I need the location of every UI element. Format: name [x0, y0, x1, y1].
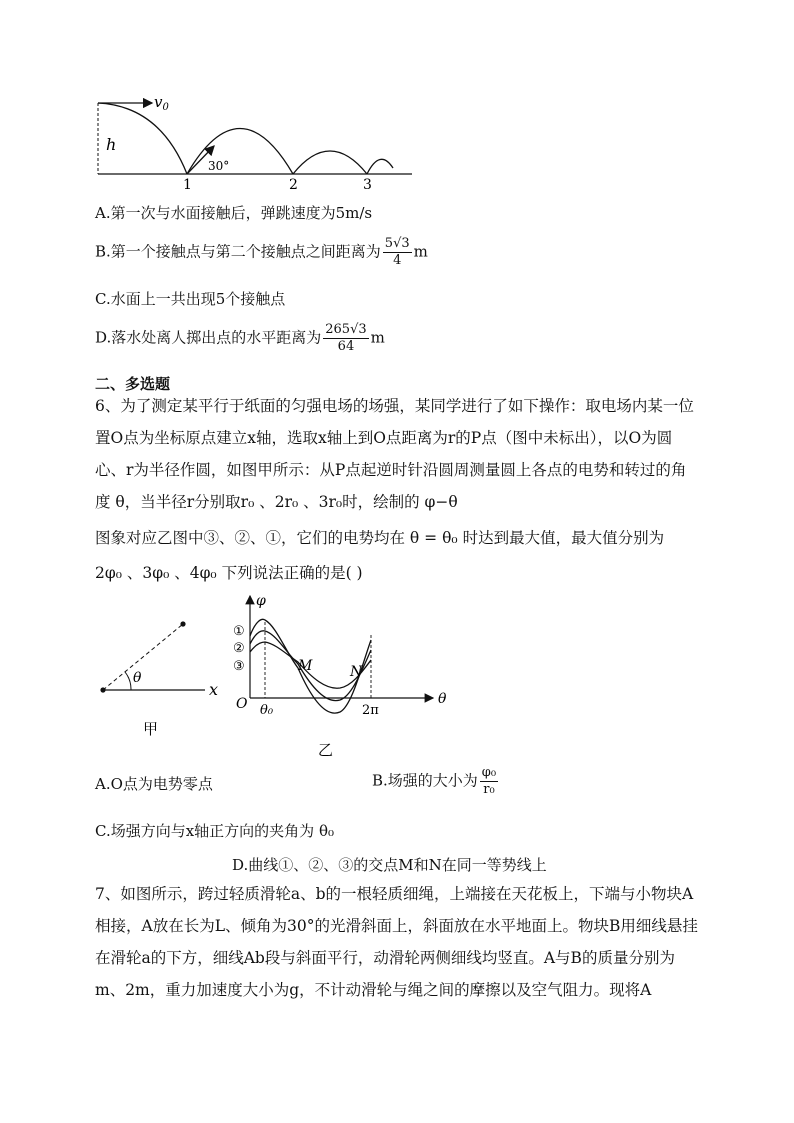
point-2-label: 2: [289, 177, 298, 193]
point-3-label: 3: [363, 177, 372, 193]
figure-yi: [228, 590, 458, 765]
M-label: M: [298, 658, 313, 674]
q7-stem: 7、如图所示，跨过轻质滑轮a、b的一根轻质细绳，上端接在天花板上，下端与小物块A相接，A放在长为L、倾角为30°的光滑斜面上，斜面放在水平地面上。物块B用细线悬挂在滑轮a的下方，细线Ab段与斜面平行，动滑轮两侧细线均竖直。A与B的质量分别为m、2m，重力加速度大小为g，不计动滑轮与绳之间的摩擦以及空气阻力。现将A: [95, 885, 698, 999]
curve-1-label: ①: [233, 624, 245, 639]
caption-yi: 乙: [318, 741, 334, 759]
q5-option-b: B.第一个接触点与第二个接触点之间距离为 $\frac{5√3}{4}$ m: [95, 236, 428, 268]
twopi-label: 2π: [362, 703, 379, 718]
q6-option-a: A.O点为电势零点: [95, 775, 213, 793]
theta0-label: θ₀: [260, 703, 274, 718]
q5-option-d: D.落水处离人掷出点的水平距离为 $\frac{265√3}{64}$ m: [95, 322, 385, 354]
angle-arc: [125, 672, 131, 690]
origin-dot: [100, 687, 105, 692]
bounce-figure: [90, 88, 420, 193]
q6-stem-line3: 2φ₀ 、3φ₀ 、4φ₀ 下列说法正确的是( ): [95, 564, 363, 582]
point-1-label: 1: [183, 177, 192, 193]
q6-stem: 6、为了测定某平行于纸面的匀强电场的场强，某同学进行了如下操作：取电场内某一位置O点为坐标原点建立x轴，选取x轴上到O点距离为r的P点（图中未标出），以O为圆心、r为半径作圆，如图甲所示：从P点起逆时针沿圆周测量圆上各点的电势和转过的角度 θ，当半径r分别取r₀ 、2r₀ 、3r₀时，绘制的 φ−θ: [95, 397, 694, 511]
bounce-arc-3: [367, 159, 393, 174]
bounce-arc-1: [187, 129, 293, 175]
angle-label: 30°: [208, 159, 230, 173]
q6-option-d: D.曲线①、②、③的交点M和N在同一等势线上: [232, 856, 547, 874]
phi-label: φ: [256, 593, 266, 609]
bounce-arc-2: [293, 151, 367, 174]
theta-label: θ: [133, 670, 142, 686]
q6-option-b: B.场强的大小为 $\frac{\text{φ₀}}{\text{r₀}}$: [372, 765, 497, 797]
h-label: h: [106, 135, 117, 154]
q5-d-fraction: $\frac{265√3}{64}$: [325, 322, 367, 354]
q5-option-c: C.水面上一共出现5个接触点: [95, 290, 286, 308]
theta-axis-label: θ: [438, 691, 447, 707]
curve-2-label: ②: [233, 641, 245, 656]
end-dot: [180, 621, 185, 626]
x-label: x: [209, 680, 219, 699]
radius-dashed-line: [103, 624, 183, 690]
caption-jia: 甲: [143, 720, 159, 738]
curve-3-label: ③: [233, 659, 245, 674]
q6-b-fraction: $\frac{\text{φ₀}}{\text{r₀}}$: [481, 765, 497, 797]
q6-stem-line2: 图象对应乙图中③、②、①，它们的电势均在 θ = θ₀ 时达到最大值，最大值分别为: [95, 529, 665, 547]
figure-jia: [95, 610, 225, 740]
origin-label: O: [236, 696, 248, 712]
v0-label: $v_0$: [154, 93, 169, 113]
section-heading: 二、多选题: [95, 375, 171, 393]
q5-option-a: A.第一次与水面接触后，弹跳速度为5m/s: [95, 204, 373, 222]
q6-option-c: C.场强方向与x轴正方向的夹角为 θ₀: [95, 822, 334, 840]
N-label: N: [350, 664, 363, 680]
q5-b-fraction: $\frac{5√3}{4}$: [384, 236, 410, 268]
